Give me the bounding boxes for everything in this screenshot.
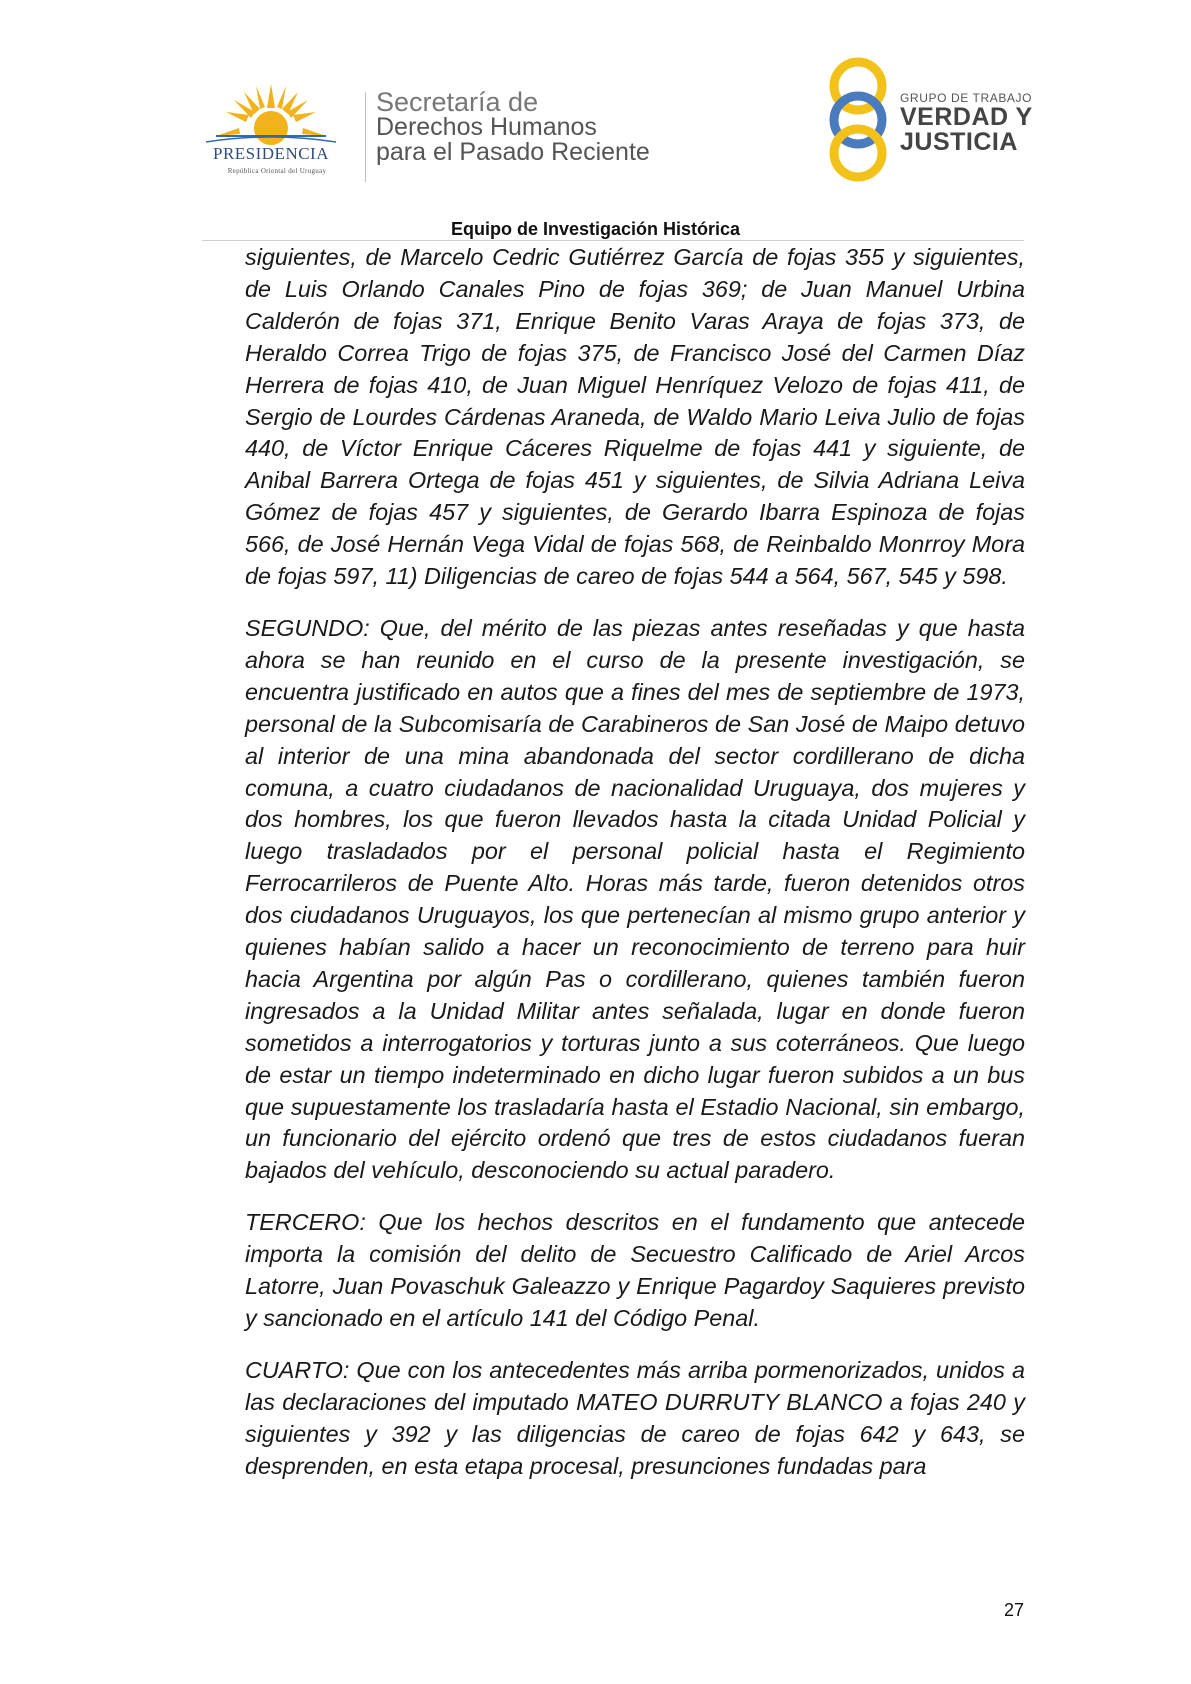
presidencia-logo	[196, 78, 358, 178]
secretaria-line-3: para el Pasado Reciente	[376, 138, 650, 166]
document-body	[245, 242, 1025, 1503]
secretaria-title	[376, 87, 650, 166]
paragraph-segundo: SEGUNDO: Que, del mérito de las piezas antes reseñadas y que hasta ahora se han reunido en el curso de la presente investigación, se encuentra justificado en autos que a fines del mes de septiembre de 1973, personal de la Subcomisaría de Carabineros de San José de Maipo detuvo al interior de una mina abandonada del sector cordillerano de dicha comuna, a cuatro ciudadanos de nacionalidad Uruguaya, dos mujeres y dos hombres, los que fueron llevados hasta la citada Unidad Policial y luego trasladados por el personal policial hasta el Regimiento Ferrocarrileros de Puente Alto. Horas más tarde, fueron detenidos otros dos ciudadanos Uruguayos, los que pertenecían al mismo grupo anterior y quienes habían salido a hacer un reconocimiento de terreno para huir hacia Argentina por algún Pas o cordillerano, quienes también fueron ingresados a la Unidad Militar antes señalada, lugar en donde fueron sometidos a interrogatorios y torturas junto a sus coterráneos. Que luego de estar un tiempo indeterminado en dicho lugar fueron subidos a un bus que supuestamente los trasladaría hasta el Estadio Nacional, sin embargo, un funcionario del ejército ordenó que tres de estos ciudadanos fueran bajados del vehículo, desconociendo su actual paradero.	[245, 614, 1025, 1184]
grupo-trabajo-title	[900, 91, 1033, 155]
verdad-label: VERDAD Y	[900, 103, 1033, 131]
paragraph-1: siguientes, de Marcelo Cedric Gutiérrez García de fojas 355 y siguientes, de Luis Orlando Canales Pino de fojas 369; de Juan Manuel Urbina Calderón de fojas 371, Enrique Benito Varas Araya de fojas 373, de Heraldo Correa Trigo de fojas 375, de Francisco José del Carmen Díaz Herrera de fojas 410, de Juan Miguel Henríquez Velozo de fojas 411, de Sergio de Lourdes Cárdenas Araneda, de Waldo Mario Leiva Julio de fojas 440, de Víctor Enrique Cáceres Riquelme de fojas 441 y siguiente, de Anibal Barrera Ortega de fojas 451 y siguientes, de Silvia Adriana Leiva Gómez de fojas 457 y siguientes, de Gerardo Ibarra Espinoza de fojas 566, de José Hernán Vega Vidal de fojas 568, de Reinbaldo Monrroy Mora de fojas 597, 11) Diligencias de careo de fojas 544 a 564, 567, 545 y 598.	[245, 244, 1025, 590]
sun-icon	[196, 78, 346, 148]
team-title: Equipo de Investigación Histórica	[450, 219, 741, 239]
verdad-justicia-emblem-icon	[822, 56, 894, 182]
page-number: 27	[1004, 1600, 1025, 1620]
presidencia-name: PRESIDENCIA	[212, 144, 329, 163]
grupo-trabajo-label: GRUPO DE TRABAJO	[900, 91, 1033, 105]
header-divider	[365, 92, 366, 182]
paragraph-tercero: TERCERO: Que los hechos descritos en el fundamento que antecede importa la comisión del delito de Secuestro Calificado de Ariel Arcos Latorre, Juan Povaschuk Galeazzo y Enrique Pagardoy Saquieres previsto y sancionado en el artículo 141 del Código Penal.	[245, 1209, 1025, 1331]
header-rule	[202, 240, 1024, 241]
justicia-label: JUSTICIA	[900, 128, 1018, 156]
secretaria-line-2: Derechos Humanos	[376, 113, 597, 141]
presidencia-subtitle: República Oriental del Uruguay	[227, 167, 327, 175]
secretaria-line-1: Secretaría de	[376, 87, 539, 117]
paragraph-cuarto: CUARTO: Que con los antecedentes más arriba pormenorizados, unidos a las declaraciones del imputado MATEO DURRUTY BLANCO a fojas 240 y siguientes y 392 y las diligencias de careo de fojas 642 y 643, se desprenden, en esta etapa procesal, presunciones fundadas para	[245, 1356, 1025, 1479]
